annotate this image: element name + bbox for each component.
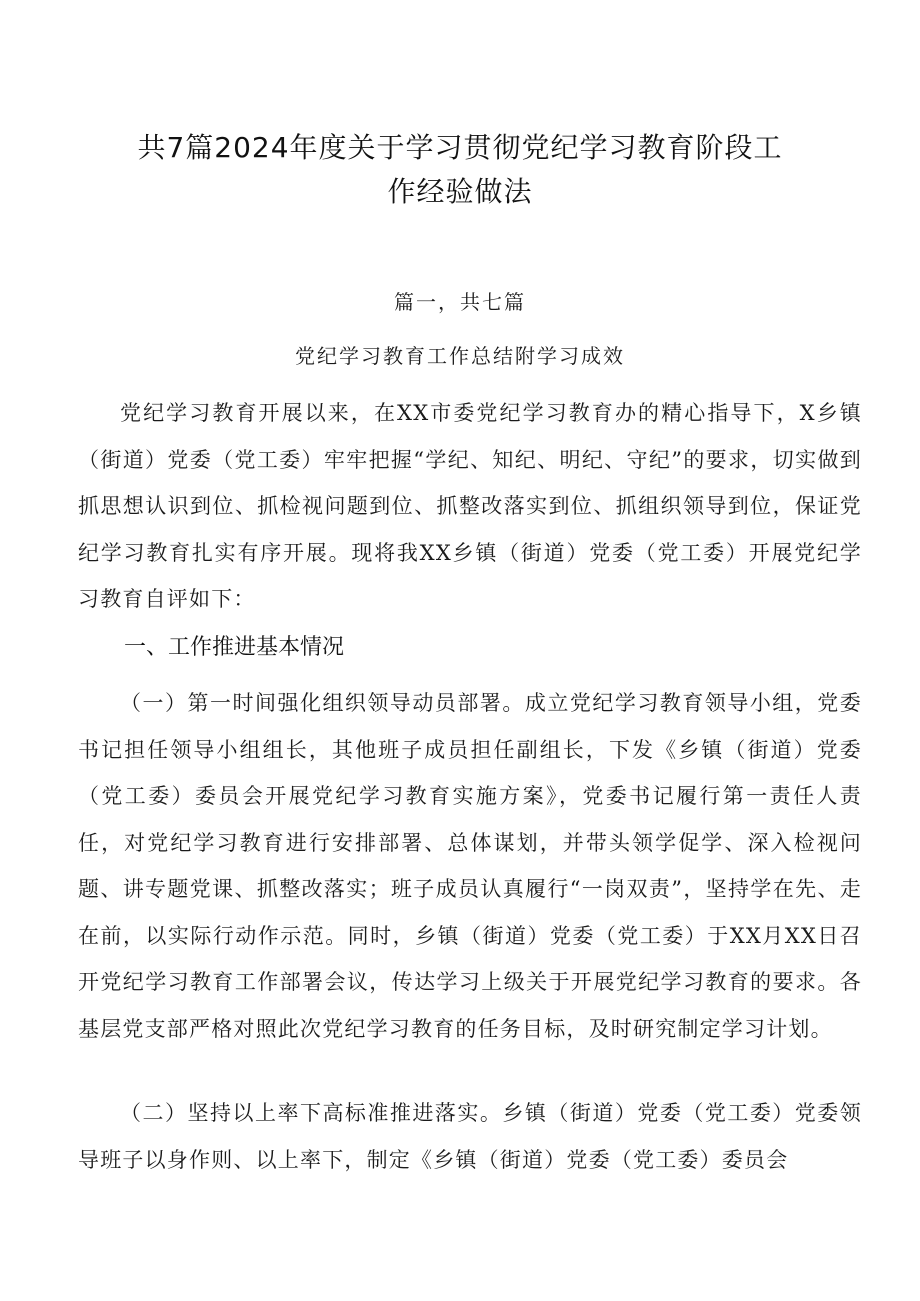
body-paragraph-2: （二）坚持以上率下高标准推进落实。乡镇（街道）党委（党工委）党委领导班子以身作则、以上率下，制定《乡镇（街道）党委（党工委）委员会 [78,1101,862,1172]
intro-paragraph: 党纪学习教育开展以来，在XX市委党纪学习教育办的精心指导下，X乡镇（街道）党委（党工委）牢牢把握“学纪、知纪、明纪、守纪”的要求，切实做到抓思想认识到位、抓检视问题到位、抓整改落实到位、抓组织领导到位，保证党纪学习教育扎实有序开展。现将我XX乡镇（街道）党委（党工委）开展党纪学习教育自评如下： [78,401,862,611]
article-label: 篇一，共七篇 [394,290,526,314]
body-paragraph-1: （一）第一时间强化组织领导动员部署。成立党纪学习教育领导小组，党委书记担任领导小组组长，其他班子成员担任副组长，下发《乡镇（街道）党委（党工委）委员会开展党纪学习教育实施方案》，党委书记履行第一责任人责任，对党纪学习教育进行安排部署、总体谋划，并带头领学促学、深入检视问题、讲专题党课、抓整改落实；班子成员认真履行“一岗双责”，坚持学在先、走在前，以实际行动作示范。同时，乡镇（街道）党委（党工委）于XX月XX日召开党纪学习教育工作部署会议，传达学习上级关于开展党纪学习教育的要求。各基层党支部严格对照此次党纪学习教育的任务目标，及时研究制定学习计划。 [78,691,862,1041]
document-title-line-1: 共7篇2024年度关于学习贯彻党纪学习教育阶段工 [137,131,783,164]
section-heading: 一、工作推进基本情况 [124,635,345,660]
article-subtitle: 党纪学习教育工作总结附学习成效 [295,344,625,368]
document-title-line-2: 作经验做法 [387,175,533,208]
